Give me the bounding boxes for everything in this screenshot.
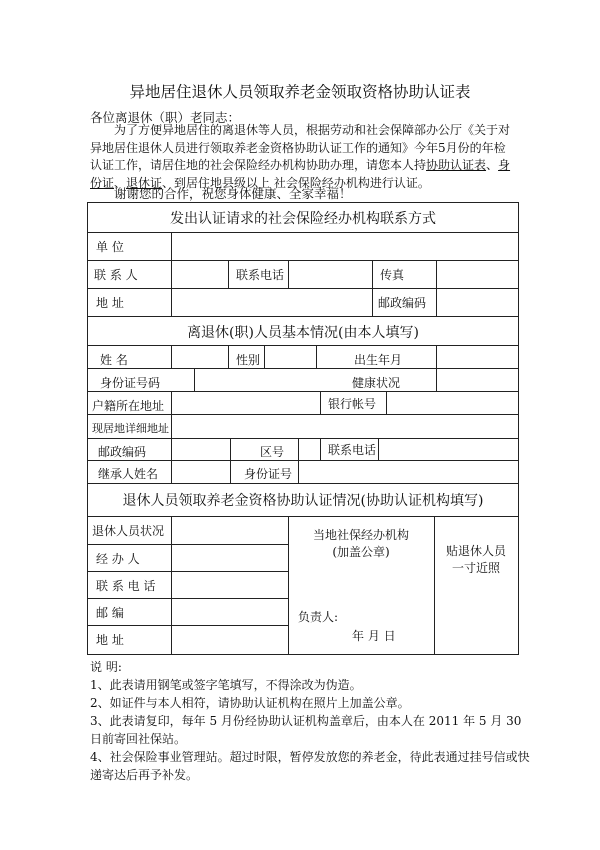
fax-label: 传真 [380,268,405,282]
agency-stamp-area [288,527,434,561]
postcode3-label: 邮 编 [96,606,124,620]
note-2: 2、如证件与本人相符，请协助认证机构在照片上加盖公章。 [90,696,410,710]
birth-label: 出生年月 [354,353,403,367]
intro-text [90,122,515,192]
salutation: 各位离退休（职）老同志： [90,110,241,125]
date-label: 年 月 日 [352,629,396,643]
postcode-label: 邮政编码 [378,296,427,310]
notes-heading: 说 明: [90,660,122,674]
handler-label: 经 办 人 [96,552,140,566]
residence-label: 现居地详细地址 [92,422,169,435]
contact-phone2-label: 联 系 电 话 [96,579,156,593]
section1-heading: 发出认证请求的社会保险经办机构联系方式 [170,211,436,227]
id-no-label: 身份证号 [244,467,293,481]
thanks-line: 谢谢您的合作，祝您身体健康、全家幸福！ [114,186,352,201]
status-label: 退休人员状况 [92,524,165,538]
bank-account-label: 银行帐号 [328,397,377,411]
page-title: 异地居住退休人员领取养老金领取资格协助认证表 [129,83,471,101]
name-label: 姓 名 [100,353,128,367]
person-in-charge-label: 负责人: [298,610,339,624]
intro-p1: 为了方便异地居住的离退休等人员，根据劳动和社会保障部办公厅《关于对异地居住退休人员进行领取养老金资格协助认证工作的通知》今年5月份的年检认证工作，请居住地的社会保险经办机构协助办理，请您本人持 [90,123,511,172]
phone-label: 联系电话 [328,443,377,457]
contact-person-label: 联 系 人 [94,268,138,282]
notes [90,658,530,784]
section3-heading: 退休人员领取养老金资格协助认证情况(协助认证机构填写) [122,493,484,509]
unit-label: 单 位 [96,240,124,254]
gender-label: 性别 [236,353,261,367]
photo-line1: 贴退休人员 [445,544,506,558]
agency-line2: (加盖公章) [332,545,390,559]
area-code-label: 区号 [260,445,285,459]
form-table [87,202,519,655]
address2-label: 地 址 [96,633,124,647]
address-label: 地 址 [96,296,124,310]
note-3: 3、此表请复印，每年 5 月份经协助认证机构盖章后，由本人在 2011 年 5 月 30 日前寄回社保站。 [90,714,522,746]
photo-area [434,543,518,577]
photo-line2: 一寸近照 [451,561,500,575]
section2-heading: 离退休(职)人员基本情况(由本人填写) [187,325,419,341]
intro-p2: 、到居住地县级以上 社会保险经办机构进行认证。 [162,175,430,190]
doc-form: 协助认证表 [426,158,487,172]
note-4: 4、社会保险事业管理站。超过时限，暂停发放您的养老金，待此表通过挂号信或快递寄达后再予补发。 [90,750,530,782]
postcode2-label: 邮政编码 [98,445,147,459]
contact-phone-label: 联系电话 [236,268,285,282]
agency-line1: 当地社保经办机构 [312,528,409,542]
health-label: 健康状况 [352,376,401,390]
heir-name-label: 继承人姓名 [98,467,159,481]
doc-retirement-cert: 退休证 [126,175,163,190]
household-label: 户籍所在地址 [92,399,165,413]
note-1: 1、此表请用钢笔或签字笔填写，不得涂改为伪造。 [90,678,362,692]
separator: 、 [114,175,127,190]
doc-id-card: 身份证 [90,158,511,190]
id-number-label: 身份证号码 [100,376,161,390]
separator: 、 [486,158,499,172]
